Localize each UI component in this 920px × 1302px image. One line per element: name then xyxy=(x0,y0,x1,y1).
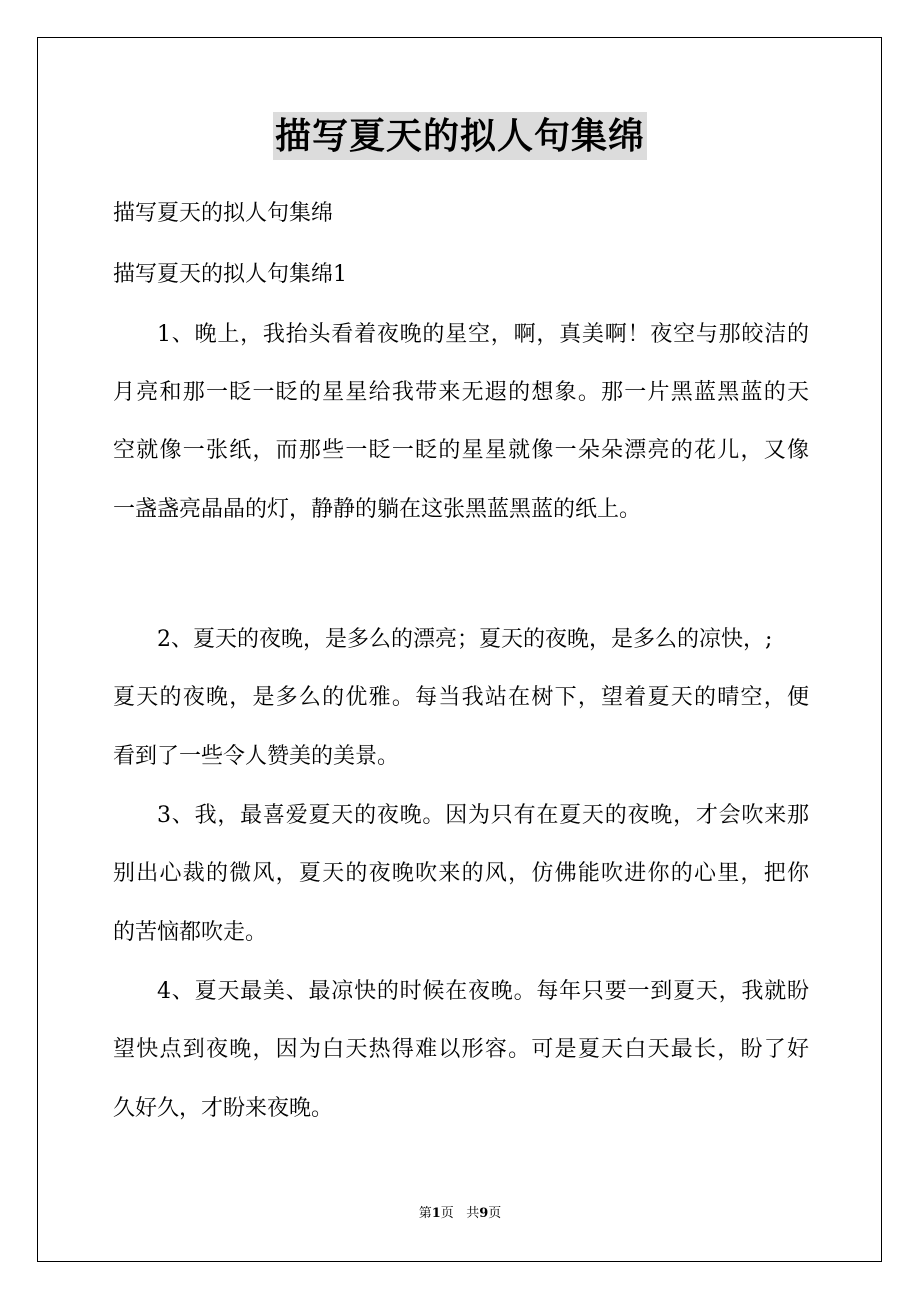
paragraph-3-line-3: 的苦恼都吹走。 xyxy=(113,920,268,945)
page-number: 1 xyxy=(431,1206,441,1221)
paragraph-1-line-1: 1、晚上，我抬头看着夜晚的星空，啊，真美啊！夜空与那皎洁的 xyxy=(157,322,809,347)
document-subtitle: 描写夏天的拟人句集绵 xyxy=(113,201,334,226)
total-pages: 9 xyxy=(479,1206,489,1221)
total-prefix: 共 xyxy=(466,1206,480,1221)
page-suffix: 页 xyxy=(440,1206,454,1221)
paragraph-1-line-2: 月亮和那一眨一眨的星星给我带来无遐的想象。那一片黑蓝黑蓝的天 xyxy=(113,380,809,405)
page-footer xyxy=(0,1205,920,1223)
paragraph-1-line-4: 一盏盏亮晶晶的灯，静静的躺在这张黑蓝黑蓝的纸上。 xyxy=(113,497,642,522)
document-title-text: 描写夏天的拟人句集绵 xyxy=(273,112,647,160)
paragraph-4-line-1: 4、夏天最美、最凉快的时候在夜晚。每年只要一到夏天，我就盼 xyxy=(157,979,809,1004)
paragraph-3-line-2: 别出心裁的微风，夏天的夜晚吹来的风，仿佛能吹进你的心里，把你 xyxy=(113,861,809,886)
section-heading: 描写夏天的拟人句集绵1 xyxy=(113,262,347,287)
paragraph-4-line-3: 久好久，才盼来夜晚。 xyxy=(113,1096,334,1121)
paragraph-2-line-2: 夏天的夜晚，是多么的优雅。每当我站在树下，望着夏天的晴空，便 xyxy=(113,685,809,710)
paragraph-1-line-3: 空就像一张纸，而那些一眨一眨的星星就像一朵朵漂亮的花儿，又像 xyxy=(113,438,809,463)
paragraph-2-line-3: 看到了一些令人赞美的美景。 xyxy=(113,744,400,769)
paragraph-3-line-1: 3、我，最喜爱夏天的夜晚。因为只有在夏天的夜晚，才会吹来那 xyxy=(157,803,809,828)
paragraph-4-line-2: 望快点到夜晚，因为白天热得难以形容。可是夏天白天最长，盼了好 xyxy=(113,1037,809,1062)
paragraph-2-line-1: 2、夏天的夜晚，是多么的漂亮；夏天的夜晚，是多么的凉快，; xyxy=(157,627,773,652)
document-title xyxy=(0,112,920,162)
page-prefix: 第 xyxy=(418,1206,432,1221)
total-suffix: 页 xyxy=(488,1206,502,1221)
